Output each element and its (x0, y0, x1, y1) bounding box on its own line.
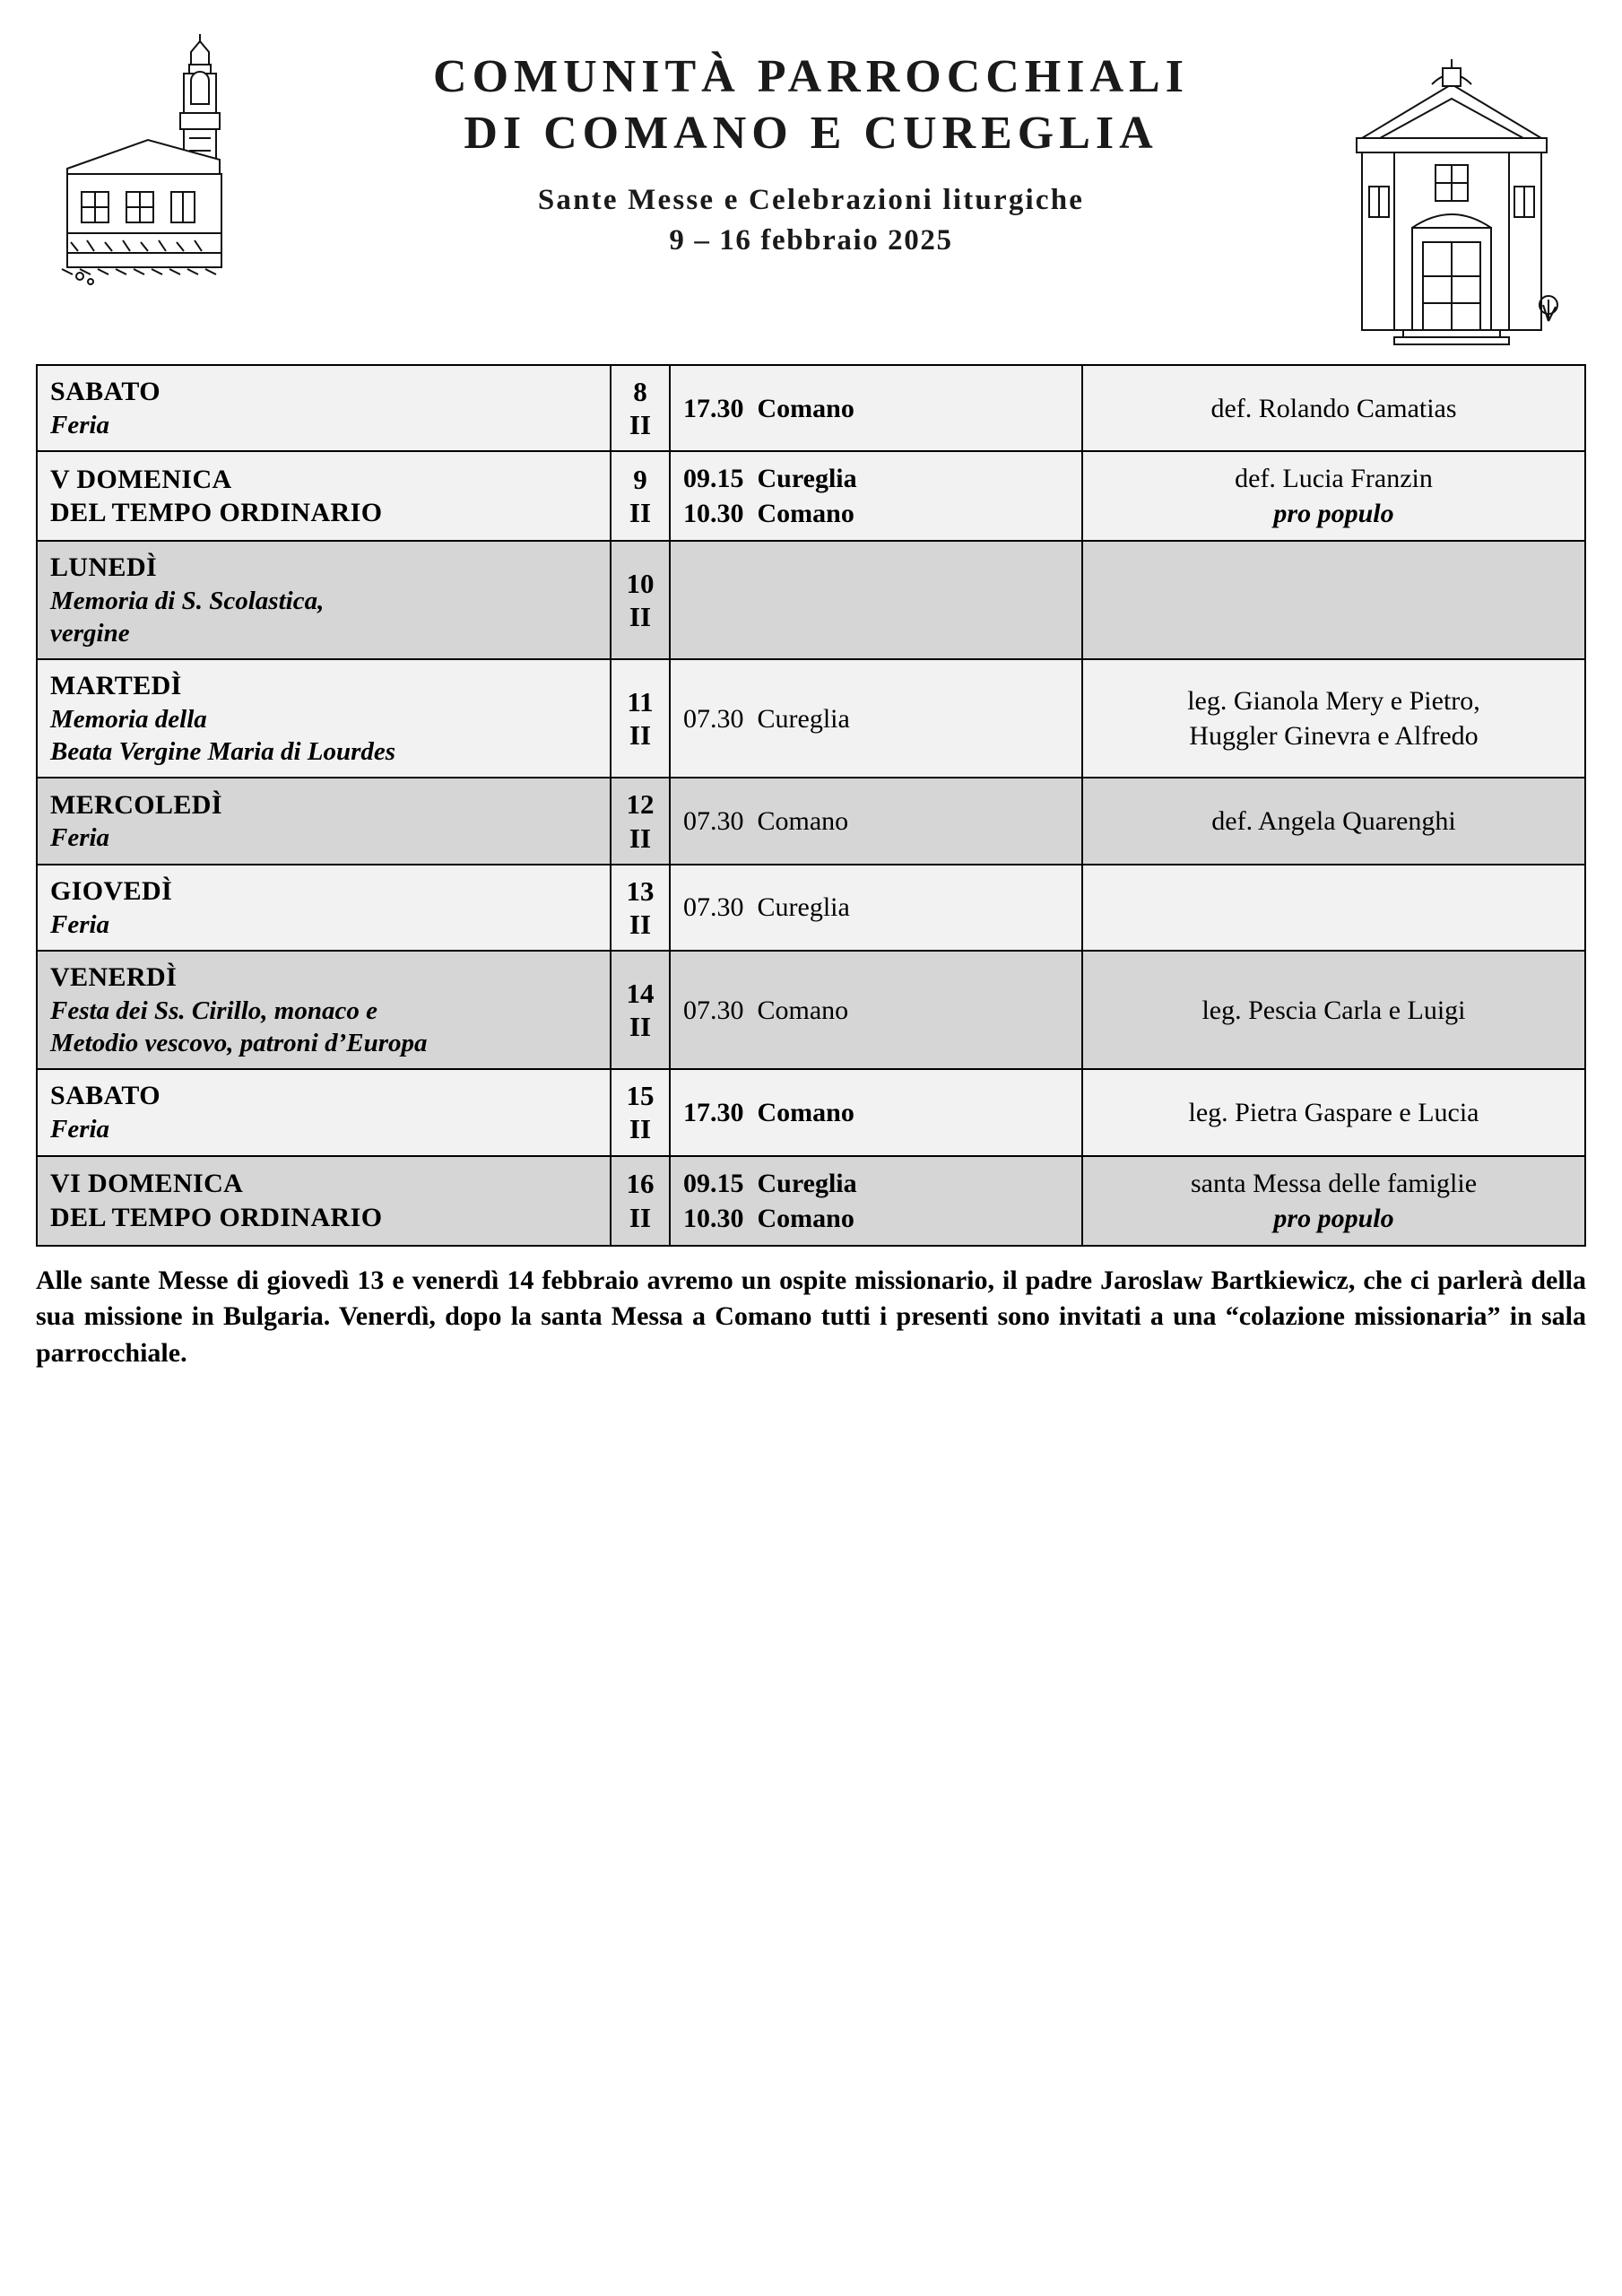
row-day-subtitle: Feria (50, 1114, 110, 1144)
row-date-month: II (629, 1201, 652, 1233)
row-day-cell (37, 365, 611, 451)
row-date-cell (611, 659, 670, 778)
mass-schedule-table (36, 364, 1586, 1247)
row-times-cell (670, 951, 1082, 1069)
row-date-number: 16 (626, 1168, 655, 1200)
row-date-cell (611, 365, 670, 451)
row-day-name: V DOMENICA (50, 464, 232, 494)
row-notes-cell (1082, 365, 1585, 451)
table-row (37, 778, 1585, 864)
row-day-name: SABATO (50, 377, 161, 407)
row-day-cell (37, 951, 611, 1069)
row-day-subtitle: Feria (50, 410, 110, 439)
row-notes-cell (1082, 865, 1585, 951)
row-times-cell (670, 541, 1082, 659)
row-notes-cell (1082, 1069, 1585, 1155)
row-note-line-emphasis: pro populo (1273, 1203, 1394, 1233)
row-times-cell (670, 1069, 1082, 1155)
row-date-month: II (629, 409, 652, 441)
row-day-subtitle-2: Metodio vescovo, patroni d’Europa (50, 1028, 428, 1057)
row-date-month: II (629, 1011, 652, 1043)
row-date-number: 13 (626, 874, 655, 907)
row-day-name-2: DEL TEMPO ORDINARIO (50, 498, 383, 528)
row-day-cell (37, 451, 611, 541)
row-day-name: SABATO (50, 1081, 161, 1111)
row-date-month: II (629, 601, 652, 633)
row-time-line: 09.15 Cureglia (683, 1168, 857, 1198)
row-time-line: 17.30 Comano (683, 1097, 854, 1127)
row-date-month: II (629, 822, 652, 854)
row-times-cell (670, 865, 1082, 951)
row-date-cell (611, 1069, 670, 1155)
row-date-number: 12 (626, 788, 655, 821)
row-times-cell (670, 659, 1082, 778)
row-day-subtitle-2: vergine (50, 619, 130, 648)
row-date-month: II (629, 719, 652, 752)
row-notes-cell (1082, 1156, 1585, 1246)
row-notes-cell (1082, 951, 1585, 1069)
row-note-line-2: Huggler Ginevra e Alfredo (1189, 721, 1479, 752)
row-time-line: 07.30 Cureglia (683, 892, 850, 923)
row-day-subtitle: Festa dei Ss. Cirillo, monaco e (50, 996, 377, 1025)
row-times-cell (670, 778, 1082, 864)
row-times-cell (670, 451, 1082, 541)
row-date-number: 9 (633, 464, 647, 496)
row-note-line: leg. Gianola Mery e Pietro, (1187, 686, 1480, 717)
table-row (37, 1069, 1585, 1155)
row-notes-cell (1082, 778, 1585, 864)
row-times-cell (670, 1156, 1082, 1246)
document-header (36, 25, 1586, 357)
row-note-line: def. Angela Quarenghi (1211, 806, 1456, 837)
header-title-block (305, 25, 1317, 257)
row-day-cell (37, 865, 611, 951)
row-note-line: def. Rolando Camatias (1210, 393, 1457, 423)
row-date-cell (611, 541, 670, 659)
row-time-line: 10.30 Comano (683, 499, 854, 529)
row-day-subtitle: Memoria della (50, 704, 207, 734)
footer-announcement: Alle sante Messe di giovedì 13 e venerdì 14 febbraio avremo un ospite missionario, il padre Jaroslaw Bartkiewicz, che ci parlerà della sua missione in Bulgaria. Venerdì, dopo la santa Messa a Comano tutti i presenti sono invitati a una “colazione missionaria” in sala parrocchiale. (36, 1265, 1586, 1368)
row-day-subtitle-2: Beata Vergine Maria di Lourdes (50, 737, 396, 767)
schedule-table-body (37, 365, 1585, 1246)
row-note-line: santa Messa delle famiglie (1190, 1168, 1478, 1198)
row-day-subtitle: Memoria di S. Scolastica, (50, 586, 325, 615)
church-bell-tower-drawing (36, 25, 305, 303)
row-time-line: 09.15 Cureglia (683, 464, 857, 494)
row-time-line: 07.30 Cureglia (683, 703, 850, 734)
row-notes-cell (1082, 451, 1585, 541)
row-date-number: 10 (626, 568, 655, 600)
row-date-month: II (629, 908, 652, 940)
page-date-range: 9 – 16 febbraio 2025 (669, 223, 953, 257)
row-day-cell (37, 541, 611, 659)
row-note-line: leg. Pietra Gaspare e Lucia (1188, 1097, 1479, 1127)
row-day-name: MERCOLEDÌ (50, 789, 222, 820)
row-note-line: leg. Pescia Carla e Luigi (1201, 995, 1466, 1025)
row-day-cell (37, 1156, 611, 1246)
table-row (37, 451, 1585, 541)
row-date-cell (611, 951, 670, 1069)
page-title-line-1: COMUNITÀ PARROCCHIALI (433, 51, 1189, 102)
row-day-subtitle: Feria (50, 823, 110, 853)
row-day-name-2: DEL TEMPO ORDINARIO (50, 1202, 383, 1232)
row-time-line: 07.30 Comano (683, 995, 849, 1025)
row-day-name: VI DOMENICA (50, 1169, 244, 1198)
row-day-subtitle: Feria (50, 909, 110, 939)
table-row (37, 865, 1585, 951)
page-subtitle: Sante Messe e Celebrazioni liturgiche (537, 183, 1085, 216)
row-date-number: 15 (626, 1080, 655, 1112)
row-date-number: 14 (626, 977, 655, 1009)
church-facade-drawing (1317, 25, 1586, 357)
row-date-cell (611, 865, 670, 951)
table-row (37, 365, 1585, 451)
row-date-number: 8 (633, 376, 647, 407)
row-date-cell (611, 451, 670, 541)
row-time-line: 10.30 Comano (683, 1203, 854, 1233)
row-day-name: LUNEDÌ (50, 552, 158, 583)
row-date-month: II (629, 497, 652, 529)
row-date-month: II (629, 1113, 652, 1145)
row-times-cell (670, 365, 1082, 451)
table-row (37, 951, 1585, 1069)
row-notes-cell (1082, 659, 1585, 778)
table-row (37, 541, 1585, 659)
row-day-cell (37, 659, 611, 778)
row-note-line: def. Lucia Franzin (1235, 464, 1433, 494)
row-day-name: GIOVEDÌ (50, 876, 173, 907)
row-date-cell (611, 778, 670, 864)
page-title-line-2: DI COMANO E CUREGLIA (464, 108, 1158, 160)
row-time-line: 07.30 Comano (683, 806, 849, 837)
row-day-name: MARTEDÌ (50, 671, 182, 701)
row-date-cell (611, 1156, 670, 1246)
row-time-line: 17.30 Comano (683, 393, 854, 423)
table-row (37, 1156, 1585, 1246)
row-day-cell (37, 778, 611, 864)
row-day-cell (37, 1069, 611, 1155)
row-notes-cell (1082, 541, 1585, 659)
row-day-name: VENERDÌ (50, 962, 178, 993)
row-date-number: 11 (627, 686, 654, 718)
row-note-line-emphasis: pro populo (1273, 499, 1394, 529)
table-row (37, 659, 1585, 778)
